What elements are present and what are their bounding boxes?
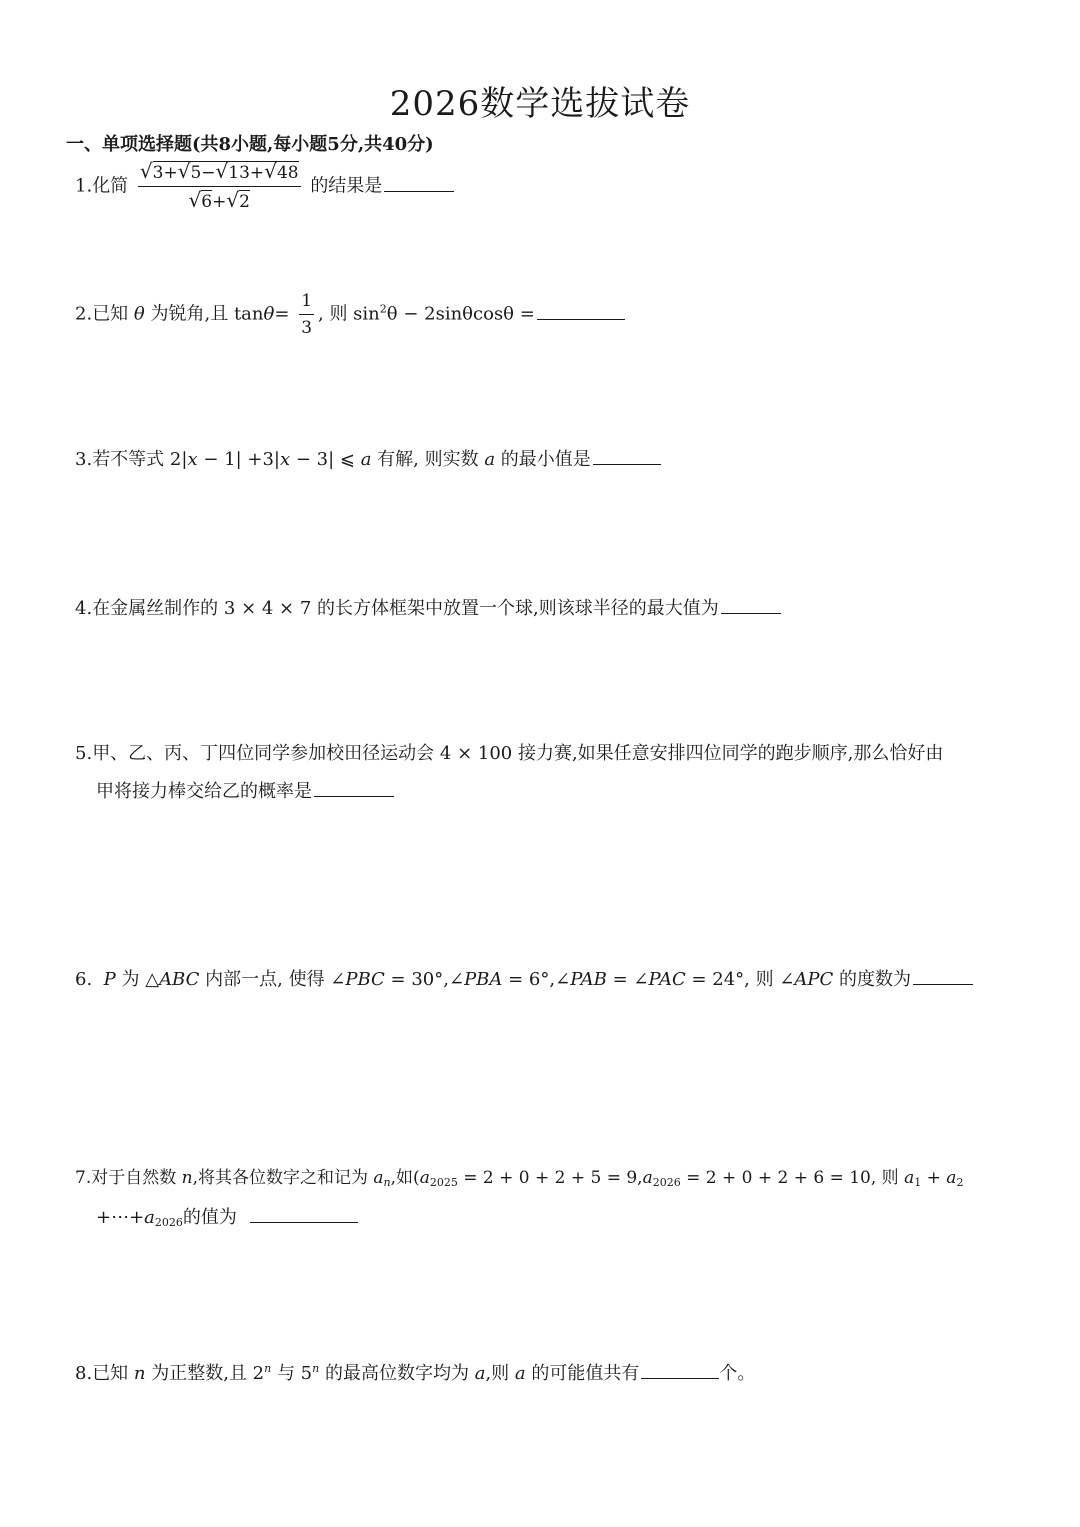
sqrt-symbol: √	[139, 159, 153, 183]
answer-blank[interactable]	[721, 595, 781, 614]
question-number: 6.	[75, 969, 93, 990]
question-1-prefix: 化简	[92, 175, 129, 197]
question-number: 5.	[75, 743, 93, 764]
question-2-fraction: $\frac{1}{3}$	[301, 291, 313, 338]
question-4	[75, 595, 781, 621]
question-1-suffix: 的结果是	[310, 175, 383, 197]
question-7: 7.对于自然数 n,将其各位数字之和记为 $a_n$,如($a_{2025} = 2 + 0 + 2 + 5 = 9,a_{2026} = 2 + 0 + 2 + 6 = 10$, 则 $a_1 + a_2$	[75, 1168, 964, 1189]
question-5-line-1: 甲、乙、丙、丁四位同学参加校田径运动会 4 × 100 接力赛,如果任意安排四位同学的跑步顺序,那么恰好由	[92, 743, 944, 764]
question-5-line-2: 甲将接力棒交给乙的概率是	[96, 781, 312, 802]
question-7-continued: $+\cdots+a_{2026}$的值为	[96, 1204, 358, 1230]
answer-blank[interactable]	[537, 301, 625, 320]
question-number: 2.	[75, 303, 93, 325]
question-6: 6. P 为 △ABC 内部一点, 使得 ∠PBC = 30°,∠PBA = 6°,∠PAB = ∠PAC = 24°, 则 ∠APC 的度数为	[75, 966, 973, 992]
question-1-fraction	[138, 160, 301, 213]
answer-blank[interactable]	[250, 1204, 358, 1223]
question-number: 1.	[75, 175, 93, 197]
answer-blank[interactable]	[641, 1360, 719, 1379]
question-2: 2.已知 θ 为锐角,且 tanθ= $\frac{1}{3}$ , 则 $\sin^2\theta - 2\sin\theta\cos\theta$ =	[75, 290, 625, 339]
question-5	[75, 742, 943, 766]
question-number: 3.	[75, 449, 93, 470]
fraction-numerator: √3+√5−√13+√48	[138, 160, 301, 187]
question-number: 8.	[75, 1363, 93, 1384]
question-8: 8.已知 n 为正整数,且 2$^n$ 与 5$^n$ 的最高位数字均为 a,则 a 的可能值共有 个。	[75, 1362, 756, 1384]
question-5-continued	[96, 778, 394, 804]
question-number: 4.	[75, 598, 93, 619]
page-title: 2026数学选拔试卷	[389, 84, 691, 124]
answer-blank[interactable]	[913, 966, 973, 985]
question-1	[75, 160, 454, 213]
question-number: 7.	[75, 1168, 92, 1188]
question-4-text: 在金属丝制作的 3 × 4 × 7 的长方体框架中放置一个球,则该球半径的最大值为	[92, 598, 719, 619]
fraction-denominator: √6+√2	[188, 188, 250, 212]
answer-blank[interactable]	[384, 173, 454, 192]
answer-blank[interactable]	[593, 446, 661, 465]
section-heading: 一、单项选择题(共8小题,每小题5分,共40分)	[66, 134, 434, 155]
answer-blank[interactable]	[314, 778, 394, 797]
question-3: 3.若不等式 2|x − 1| +3|x − 3| ⩽ a 有解, 则实数 a 的最小值是	[75, 446, 661, 472]
